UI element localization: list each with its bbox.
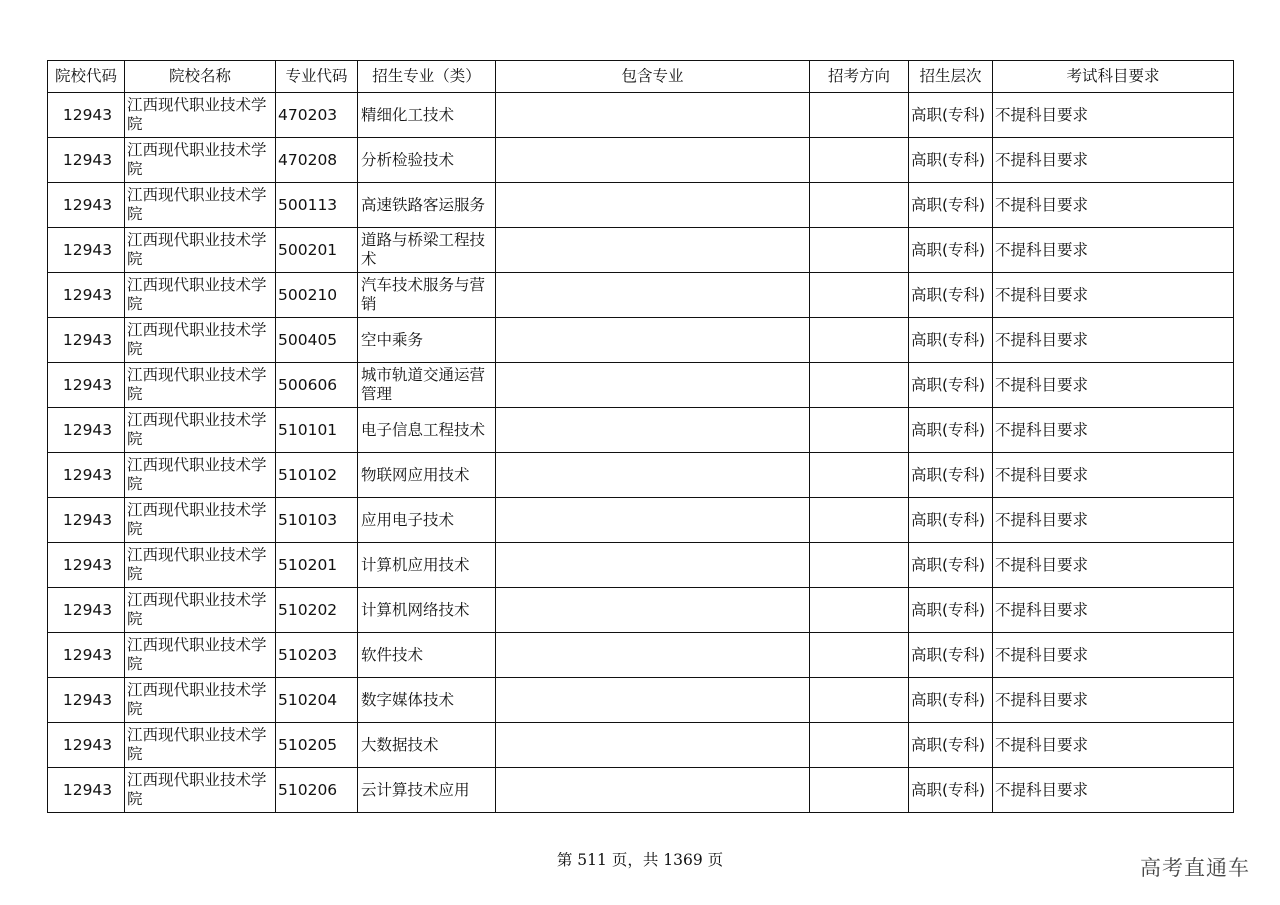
cell-direction bbox=[810, 453, 909, 498]
cell-direction bbox=[810, 768, 909, 813]
cell-major-code: 510203 bbox=[276, 633, 358, 678]
cell-school-code: 12943 bbox=[48, 183, 125, 228]
cell-major: 汽车技术服务与营销 bbox=[358, 273, 496, 318]
cell-level: 高职(专科) bbox=[909, 183, 993, 228]
cell-school-code: 12943 bbox=[48, 93, 125, 138]
cell-school-code: 12943 bbox=[48, 363, 125, 408]
cell-requirement: 不提科目要求 bbox=[993, 633, 1234, 678]
cell-level: 高职(专科) bbox=[909, 678, 993, 723]
cell-school-name: 江西现代职业技术学院 bbox=[125, 138, 276, 183]
cell-level: 高职(专科) bbox=[909, 498, 993, 543]
cell-major-code: 470208 bbox=[276, 138, 358, 183]
cell-level: 高职(专科) bbox=[909, 363, 993, 408]
cell-included-majors bbox=[496, 678, 810, 723]
cell-direction bbox=[810, 363, 909, 408]
cell-school-code: 12943 bbox=[48, 408, 125, 453]
cell-requirement: 不提科目要求 bbox=[993, 228, 1234, 273]
table-row bbox=[48, 408, 1234, 453]
cell-included-majors bbox=[496, 138, 810, 183]
cell-level: 高职(专科) bbox=[909, 633, 993, 678]
cell-level: 高职(专科) bbox=[909, 453, 993, 498]
cell-school-code: 12943 bbox=[48, 138, 125, 183]
cell-included-majors bbox=[496, 453, 810, 498]
cell-requirement: 不提科目要求 bbox=[993, 363, 1234, 408]
cell-school-code: 12943 bbox=[48, 498, 125, 543]
cell-requirement: 不提科目要求 bbox=[993, 183, 1234, 228]
table-body bbox=[48, 93, 1234, 813]
cell-requirement: 不提科目要求 bbox=[993, 93, 1234, 138]
cell-direction bbox=[810, 138, 909, 183]
cell-school-code: 12943 bbox=[48, 273, 125, 318]
cell-school-code: 12943 bbox=[48, 588, 125, 633]
cell-direction bbox=[810, 183, 909, 228]
cell-included-majors bbox=[496, 543, 810, 588]
table-row bbox=[48, 453, 1234, 498]
cell-major: 计算机网络技术 bbox=[358, 588, 496, 633]
table-row bbox=[48, 318, 1234, 363]
cell-direction bbox=[810, 498, 909, 543]
header-major-code: 专业代码 bbox=[276, 61, 358, 93]
header-requirement: 考试科目要求 bbox=[993, 61, 1234, 93]
cell-direction bbox=[810, 588, 909, 633]
cell-school-name: 江西现代职业技术学院 bbox=[125, 363, 276, 408]
cell-major-code: 510202 bbox=[276, 588, 358, 633]
header-included-majors: 包含专业 bbox=[496, 61, 810, 93]
cell-included-majors bbox=[496, 588, 810, 633]
cell-direction bbox=[810, 678, 909, 723]
table-row bbox=[48, 93, 1234, 138]
cell-major: 计算机应用技术 bbox=[358, 543, 496, 588]
cell-requirement: 不提科目要求 bbox=[993, 588, 1234, 633]
cell-direction bbox=[810, 273, 909, 318]
cell-requirement: 不提科目要求 bbox=[993, 273, 1234, 318]
cell-direction bbox=[810, 408, 909, 453]
page-footer: 第 511 页，共 1369 页 bbox=[556, 851, 724, 869]
cell-major-code: 510103 bbox=[276, 498, 358, 543]
header-major: 招生专业（类） bbox=[358, 61, 496, 93]
cell-requirement: 不提科目要求 bbox=[993, 138, 1234, 183]
cell-school-code: 12943 bbox=[48, 768, 125, 813]
cell-level: 高职(专科) bbox=[909, 408, 993, 453]
cell-major: 空中乘务 bbox=[358, 318, 496, 363]
header-direction: 招考方向 bbox=[810, 61, 909, 93]
cell-school-name: 江西现代职业技术学院 bbox=[125, 723, 276, 768]
cell-school-name: 江西现代职业技术学院 bbox=[125, 678, 276, 723]
cell-included-majors bbox=[496, 228, 810, 273]
cell-level: 高职(专科) bbox=[909, 543, 993, 588]
cell-major-code: 500201 bbox=[276, 228, 358, 273]
cell-requirement: 不提科目要求 bbox=[993, 543, 1234, 588]
cell-major-code: 470203 bbox=[276, 93, 358, 138]
header-row bbox=[48, 61, 1234, 93]
cell-major: 软件技术 bbox=[358, 633, 496, 678]
cell-included-majors bbox=[496, 768, 810, 813]
cell-school-name: 江西现代职业技术学院 bbox=[125, 273, 276, 318]
cell-included-majors bbox=[496, 633, 810, 678]
table-row bbox=[48, 138, 1234, 183]
cell-major-code: 510205 bbox=[276, 723, 358, 768]
table-row bbox=[48, 183, 1234, 228]
cell-school-code: 12943 bbox=[48, 543, 125, 588]
cell-major: 大数据技术 bbox=[358, 723, 496, 768]
watermark: 高考直通车 bbox=[1140, 856, 1250, 880]
cell-school-code: 12943 bbox=[48, 453, 125, 498]
cell-level: 高职(专科) bbox=[909, 273, 993, 318]
cell-requirement: 不提科目要求 bbox=[993, 408, 1234, 453]
cell-major-code: 500210 bbox=[276, 273, 358, 318]
cell-included-majors bbox=[496, 498, 810, 543]
cell-requirement: 不提科目要求 bbox=[993, 453, 1234, 498]
cell-included-majors bbox=[496, 93, 810, 138]
cell-level: 高职(专科) bbox=[909, 723, 993, 768]
header-school-name: 院校名称 bbox=[125, 61, 276, 93]
cell-requirement: 不提科目要求 bbox=[993, 678, 1234, 723]
cell-school-code: 12943 bbox=[48, 723, 125, 768]
cell-school-code: 12943 bbox=[48, 228, 125, 273]
cell-school-name: 江西现代职业技术学院 bbox=[125, 318, 276, 363]
cell-level: 高职(专科) bbox=[909, 768, 993, 813]
cell-major: 云计算技术应用 bbox=[358, 768, 496, 813]
cell-direction bbox=[810, 633, 909, 678]
table-row bbox=[48, 498, 1234, 543]
cell-level: 高职(专科) bbox=[909, 93, 993, 138]
cell-direction bbox=[810, 723, 909, 768]
table-row bbox=[48, 633, 1234, 678]
cell-major: 精细化工技术 bbox=[358, 93, 496, 138]
admissions-table bbox=[47, 60, 1234, 813]
cell-major: 道路与桥梁工程技术 bbox=[358, 228, 496, 273]
table-row bbox=[48, 588, 1234, 633]
cell-school-name: 江西现代职业技术学院 bbox=[125, 543, 276, 588]
table-row bbox=[48, 363, 1234, 408]
cell-school-name: 江西现代职业技术学院 bbox=[125, 183, 276, 228]
cell-level: 高职(专科) bbox=[909, 588, 993, 633]
cell-school-code: 12943 bbox=[48, 678, 125, 723]
cell-requirement: 不提科目要求 bbox=[993, 318, 1234, 363]
cell-level: 高职(专科) bbox=[909, 138, 993, 183]
cell-major-code: 500405 bbox=[276, 318, 358, 363]
cell-direction bbox=[810, 228, 909, 273]
cell-requirement: 不提科目要求 bbox=[993, 768, 1234, 813]
cell-major: 应用电子技术 bbox=[358, 498, 496, 543]
cell-included-majors bbox=[496, 408, 810, 453]
cell-major-code: 510102 bbox=[276, 453, 358, 498]
cell-direction bbox=[810, 318, 909, 363]
table-row bbox=[48, 768, 1234, 813]
cell-school-name: 江西现代职业技术学院 bbox=[125, 588, 276, 633]
cell-major: 数字媒体技术 bbox=[358, 678, 496, 723]
cell-school-code: 12943 bbox=[48, 318, 125, 363]
cell-major-code: 500113 bbox=[276, 183, 358, 228]
cell-level: 高职(专科) bbox=[909, 228, 993, 273]
table-row bbox=[48, 273, 1234, 318]
cell-school-name: 江西现代职业技术学院 bbox=[125, 768, 276, 813]
cell-direction bbox=[810, 93, 909, 138]
cell-school-name: 江西现代职业技术学院 bbox=[125, 633, 276, 678]
header-school-code: 院校代码 bbox=[48, 61, 125, 93]
cell-major: 分析检验技术 bbox=[358, 138, 496, 183]
cell-requirement: 不提科目要求 bbox=[993, 498, 1234, 543]
table-row bbox=[48, 543, 1234, 588]
table-row bbox=[48, 228, 1234, 273]
cell-requirement: 不提科目要求 bbox=[993, 723, 1234, 768]
cell-school-name: 江西现代职业技术学院 bbox=[125, 498, 276, 543]
cell-direction bbox=[810, 543, 909, 588]
cell-major-code: 510101 bbox=[276, 408, 358, 453]
cell-included-majors bbox=[496, 318, 810, 363]
cell-major: 电子信息工程技术 bbox=[358, 408, 496, 453]
cell-major: 城市轨道交通运营管理 bbox=[358, 363, 496, 408]
cell-included-majors bbox=[496, 273, 810, 318]
header-level: 招生层次 bbox=[909, 61, 993, 93]
cell-major-code: 500606 bbox=[276, 363, 358, 408]
cell-major-code: 510201 bbox=[276, 543, 358, 588]
table-row bbox=[48, 723, 1234, 768]
cell-school-name: 江西现代职业技术学院 bbox=[125, 93, 276, 138]
cell-included-majors bbox=[496, 183, 810, 228]
cell-level: 高职(专科) bbox=[909, 318, 993, 363]
cell-major-code: 510204 bbox=[276, 678, 358, 723]
cell-school-code: 12943 bbox=[48, 633, 125, 678]
cell-included-majors bbox=[496, 723, 810, 768]
cell-major: 物联网应用技术 bbox=[358, 453, 496, 498]
cell-major: 高速铁路客运服务 bbox=[358, 183, 496, 228]
table-row bbox=[48, 678, 1234, 723]
cell-school-name: 江西现代职业技术学院 bbox=[125, 408, 276, 453]
cell-major-code: 510206 bbox=[276, 768, 358, 813]
cell-school-name: 江西现代职业技术学院 bbox=[125, 453, 276, 498]
cell-school-name: 江西现代职业技术学院 bbox=[125, 228, 276, 273]
cell-included-majors bbox=[496, 363, 810, 408]
